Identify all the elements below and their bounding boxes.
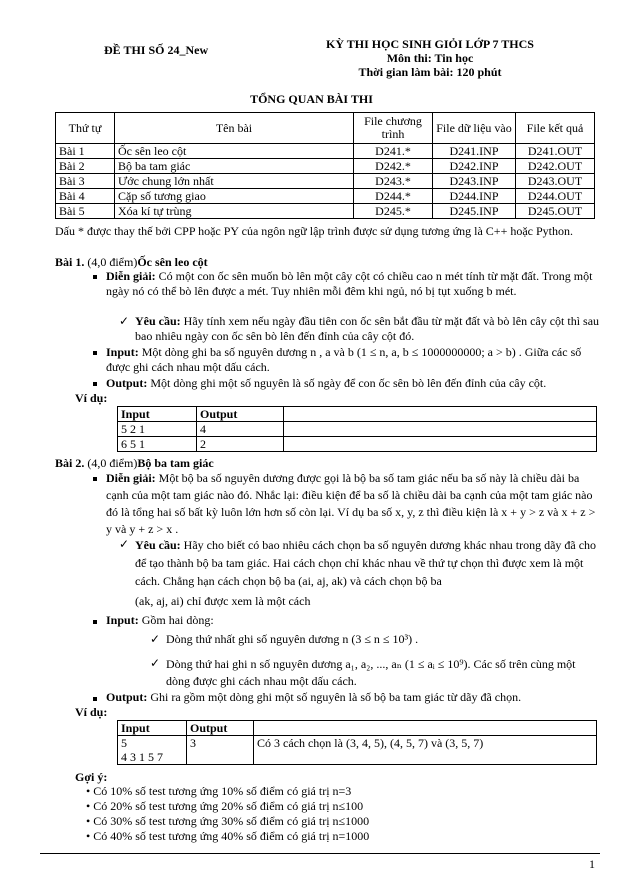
table-cell: Bài 1: [56, 144, 115, 159]
col-header: Tên bài: [115, 113, 354, 144]
table-cell: D243.OUT: [516, 174, 595, 189]
bai2-input: [106, 613, 600, 628]
goi-y-text: Có 20% số test tương ứng 20% số điểm có giá trị n≤100: [93, 799, 364, 813]
output-text: Một dòng ghi một số nguyên là số ngày để con ốc sên bò lên đến đỉnh của cây cột.: [150, 376, 547, 390]
goi-y-text: Có 30% số test tương ứng 30% số điểm có giá trị n≤1000: [93, 814, 370, 828]
table-cell: D243.*: [354, 174, 433, 189]
dien-giai-text: Một bộ ba số nguyên dương được gọi là bộ ba số tam giác nếu ba số này là chiều dài ba cạnh của một tam giác nào đó. Nhắc lại: điều kiện để ba số là chiều dài ba cạnh của một tam giác nào đó là tổng hai số bất kỳ luôn lớn hơn số còn lại. Ví dụ ba số x, y, z thì điều kiện là x + y > z và x + z > y và y + z > x .: [106, 471, 596, 536]
table-cell: Bộ ba tam giác: [115, 159, 354, 174]
example-cell: 3: [187, 736, 254, 765]
table-cell: D241.OUT: [516, 144, 595, 159]
col-header: File chương trình: [354, 113, 433, 144]
example-header-row: [118, 407, 597, 422]
bullet-icon: [93, 477, 97, 481]
bai1-vidu-label: Ví dụ:: [75, 391, 108, 405]
bai2-input-line1: Dòng thứ nhất ghi số nguyên dương n (3 ≤ n ≤ 10³) .: [166, 632, 419, 646]
example-cell: 6 5 1: [118, 437, 197, 452]
table-cell: D243.INP: [433, 174, 516, 189]
example-header: Input: [118, 407, 197, 422]
table-cell: Ước chung lớn nhất: [115, 174, 354, 189]
bullet-icon: [93, 382, 97, 386]
table-row: [56, 159, 595, 174]
bai2-output: [106, 690, 600, 705]
checkmark-icon: ✓: [119, 314, 130, 328]
input-label: Input:: [106, 613, 139, 627]
bai2-heading: [55, 456, 600, 471]
example-header: Output: [197, 407, 284, 422]
bai2-label: Bài 2.: [55, 456, 85, 470]
dien-giai-text: Có một con ốc sên muốn bò lên một cây cột có chiều cao n mét tính từ mặt đất. Trong một ngày nó có thể bò lên được a mét. Tuy nhiên mỗi đêm khi ngủ, nó bị tụt xuống b mét.: [106, 269, 593, 298]
bai2-dien-giai: [106, 470, 600, 538]
table-cell: D244.OUT: [516, 189, 595, 204]
bai1-label: Bài 1.: [55, 255, 85, 269]
table-cell: Bài 5: [56, 204, 115, 219]
bullet-icon: [93, 697, 97, 701]
yeu-cau-text: Hãy cho biết có bao nhiêu cách chọn ba số nguyên dương khác nhau trong dãy đã cho để tạo thành bộ ba tam giác. Hai cách chọn chỉ khác nhau về thứ tự chọn thì được xem là một cách. Chẳng hạn cách chọn bộ ba (ai, aj, ak) và cách chọn bộ ba: [135, 538, 597, 588]
goi-y-label: Gợi ý:: [75, 770, 108, 784]
bullet-icon: [93, 275, 97, 279]
dien-giai-label: Diễn giải:: [106, 269, 156, 283]
page-number: 1: [589, 857, 595, 871]
example-cell: [118, 736, 187, 765]
checkmark-icon: ✓: [150, 632, 161, 646]
input-label: Input:: [106, 345, 139, 359]
col-header: File kết quả: [516, 113, 595, 144]
col-header: File dữ liệu vào: [433, 113, 516, 144]
goi-y-item: • Có 10% số test tương ứng 10% số điểm có giá trị n=3: [86, 784, 352, 798]
footer-divider: [40, 853, 600, 854]
table-cell: D245.INP: [433, 204, 516, 219]
example-cell: 5 2 1: [118, 422, 197, 437]
bai1-dien-giai: [106, 269, 600, 299]
table-cell: D245.OUT: [516, 204, 595, 219]
table-row: [56, 204, 595, 219]
output-label: Output:: [106, 690, 148, 704]
table-cell: D244.INP: [433, 189, 516, 204]
exam-duration: Thời gian làm bài: 120 phút: [358, 65, 502, 79]
exam-number: ĐỀ THI SỐ 24_New: [104, 43, 209, 57]
example-input-line: 4 3 1 5 7: [121, 750, 163, 764]
bai1-heading: [55, 255, 600, 270]
example-row: [118, 422, 597, 437]
table-row: [56, 144, 595, 159]
bai2-points: (4,0 điểm): [87, 456, 138, 470]
goi-y-text: Có 40% số test tương ứng 40% số điểm có giá trị n=1000: [93, 829, 370, 843]
table-cell: Bài 3: [56, 174, 115, 189]
checkmark-icon: ✓: [150, 656, 161, 670]
example-cell: [284, 437, 597, 452]
table-cell: D242.*: [354, 159, 433, 174]
table-cell: D244.*: [354, 189, 433, 204]
table-cell: Bài 2: [56, 159, 115, 174]
bai2-yeu-cau: [135, 536, 600, 590]
example-row: [118, 736, 597, 765]
overview-title: TỔNG QUAN BÀI THI: [250, 92, 373, 106]
example-header: [254, 721, 597, 736]
table-cell: Ốc sên leo cột: [115, 144, 354, 159]
example-row: [118, 437, 597, 452]
table-cell: D241.*: [354, 144, 433, 159]
goi-y-item: • Có 30% số test tương ứng 30% số điểm có giá trị n≤1000: [86, 814, 370, 828]
bai2-input-line2: Dòng thứ hai ghi n số nguyên dương a₁, a₂, ..., aₙ (1 ≤ aᵢ ≤ 10⁹). Các số trên cùng một dòng được ghi cách nhau một dấu cách.: [166, 657, 576, 688]
output-label: Output:: [106, 376, 148, 390]
bai2-example-table: [117, 720, 597, 765]
exam-title: KỲ THI HỌC SINH GIỎI LỚP 7 THCS: [326, 37, 534, 51]
input-text: Gồm hai dòng:: [141, 613, 214, 627]
table-cell: Xóa kí tự trùng: [115, 204, 354, 219]
yeu-cau-label: Yêu cầu:: [135, 314, 181, 328]
table-cell: Bài 4: [56, 189, 115, 204]
input-text: Một dòng ghi ba số nguyên dương n , a và b (1 ≤ n, a, b ≤ 1000000000; a > b) . Giữa các số được ghi cách nhau một dấu cách.: [106, 345, 582, 374]
overview-table: [55, 112, 595, 219]
bai1-input: [106, 345, 600, 375]
bai1-example-table: [117, 406, 597, 452]
bai2-yeu-cau-cont: (ak, aj, ai) chỉ được xem là một cách: [135, 594, 311, 608]
table-cell: D242.OUT: [516, 159, 595, 174]
overview-header-row: [56, 113, 595, 144]
bai1-points: (4,0 điểm): [87, 255, 138, 269]
dien-giai-label: Diễn giải:: [106, 471, 156, 485]
table-cell: D242.INP: [433, 159, 516, 174]
example-header-row: [118, 721, 597, 736]
yeu-cau-text: Hãy tính xem nếu ngày đầu tiên con ốc sên bắt đầu từ mặt đất và bò lên cây cột thì sau bao nhiêu ngày con ốc sên bò lên đến đỉnh của cây cột đó.: [135, 314, 600, 343]
exam-subject: Môn thi: Tin học: [386, 51, 474, 65]
example-header: [284, 407, 597, 422]
output-text: Ghi ra gồm một dòng ghi một số nguyên là số bộ ba tam giác từ dãy đã chọn.: [150, 690, 522, 704]
bullet-icon: [93, 351, 97, 355]
bai2-vidu-label: Ví dụ:: [75, 705, 108, 719]
exam-header: [300, 37, 560, 79]
bai1-name: Ốc sên leo cột: [137, 255, 208, 269]
table-cell: D241.INP: [433, 144, 516, 159]
example-cell: [284, 422, 597, 437]
bai1-output: [106, 376, 600, 391]
overview-note: Dấu * được thay thế bởi CPP hoặc PY của ngôn ngữ lập trình được sử dụng tương ứng là C++ hoặc Python.: [55, 224, 573, 238]
example-input-line: 5: [121, 736, 127, 750]
table-row: [56, 189, 595, 204]
table-cell: D245.*: [354, 204, 433, 219]
bai1-yeu-cau: [135, 314, 600, 344]
bullet-icon: [93, 620, 97, 624]
checkmark-icon: ✓: [119, 537, 130, 551]
goi-y-text: Có 10% số test tương ứng 10% số điểm có giá trị n=3: [93, 784, 352, 798]
col-header: Thứ tự: [56, 113, 115, 144]
table-cell: Cặp số tương giao: [115, 189, 354, 204]
example-header: Input: [118, 721, 187, 736]
goi-y-item: • Có 20% số test tương ứng 20% số điểm có giá trị n≤100: [86, 799, 364, 813]
example-cell: Có 3 cách chọn là (3, 4, 5), (4, 5, 7) và (3, 5, 7): [254, 736, 597, 765]
table-row: [56, 174, 595, 189]
yeu-cau-label: Yêu cầu:: [135, 538, 181, 552]
example-cell: 4: [197, 422, 284, 437]
bai2-name: Bộ ba tam giác: [137, 456, 214, 470]
example-header: Output: [187, 721, 254, 736]
example-cell: 2: [197, 437, 284, 452]
goi-y-item: • Có 40% số test tương ứng 40% số điểm có giá trị n=1000: [86, 829, 370, 843]
